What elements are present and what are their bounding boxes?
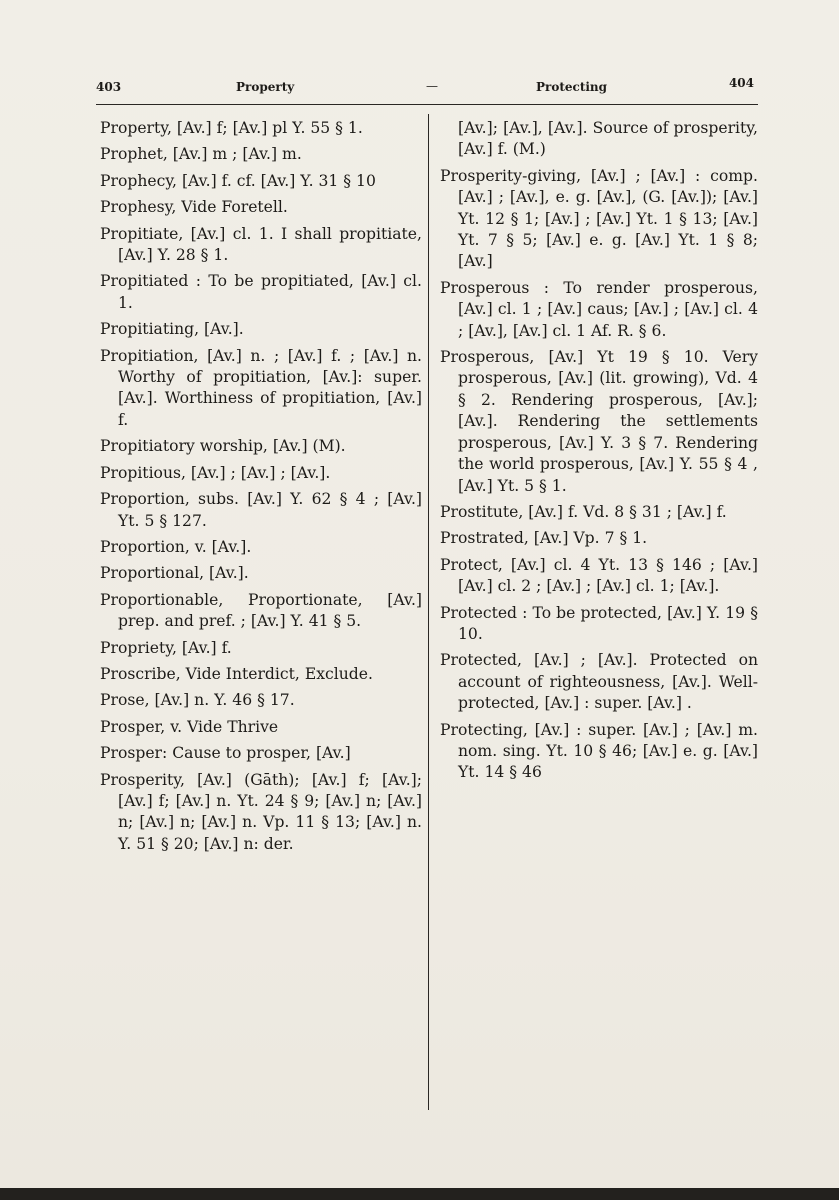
entry-propitiating: Propitiating, [Av.]. [100, 320, 244, 339]
entry-proportionable: Proportionable, Proportionate, [Av.] prep. and pref. ; [Av.] Y. 41 § 5. [100, 590, 422, 631]
entry-property: Property, [Av.] f; [Av.] pl Y. 55 § 1. [100, 119, 363, 137]
entry-prosperity-giving: Prosperity-giving, [Av.] ; [Av.] : comp. [Av.] ; [Av.], e. g. [Av.], (G. [Av.]); [Av.] Yt. 12 § 1; [Av.] ; [Av.] Yt. 1 § 13; [Av.] Yt. 7 § 5; [Av.] e. g. [Av.] Yt. 1 § 8; [Av.] [440, 166, 758, 271]
entry-propriety: Propriety, [Av.] f. [100, 638, 232, 657]
entry-proscribe: Proscribe, Vide Interdict, Exclude. [100, 664, 373, 683]
entry-proportion-subs: Proportion, subs. [Av.] Y. 62 § 4 ; [Av.] Yt. 5 § 127. [100, 490, 422, 530]
header-dash: — [426, 79, 438, 93]
entry-propitiation: Propitiation, [Av.] n. ; [Av.] f. ; [Av.] n. Worthy of propitiation, [Av.]: super. [Av.]. Worthiness of propitiation, [Av.] f. [100, 346, 422, 429]
entry-protect: Protect, [Av.] cl. 4 Yt. 13 § 146 ; [Av.] [Av.] cl. 2 ; [Av.] ; [Av.] cl. 1; [Av.]. [440, 555, 758, 596]
entry-prostitute: Prostitute, [Av.] f. Vd. 8 § 31 ; [Av.] f. [440, 502, 727, 521]
left-column [100, 118, 422, 860]
entry-proportional: Proportional, [Av.]. [100, 564, 249, 583]
right-column [440, 118, 758, 789]
entry-prosper-cause: Prosper: Cause to prosper, [Av.] [100, 744, 351, 763]
entry-prophecy: Prophecy, [Av.] f. cf. [Av.] Y. 31 § 10 [100, 171, 376, 190]
entry-propitious: Propitious, [Av.] ; [Av.] ; [Av.]. [100, 463, 331, 482]
entry-protecting: Protecting, [Av.] : super. [Av.] ; [Av.] m. nom. sing. Yt. 10 § 46; [Av.] e. g. [Av.] Yt. 14 § 46 [440, 720, 758, 782]
header-rule [96, 104, 758, 105]
entry-prophesy: Prophesy, Vide Foretell. [100, 198, 288, 217]
entry-protected: Protected, [Av.] ; [Av.]. Protected on account of righteousness, [Av.]. Well-protected, [Av.] : super. [Av.] . [440, 651, 758, 713]
entry-proportion-v: Proportion, v. [Av.]. [100, 537, 252, 556]
header-title-left: Property [236, 80, 295, 94]
entry-prophet: Prophet, [Av.] m ; [Av.] m. [100, 145, 302, 164]
entry-render-prosperous: Prosperous : To render prosperous, [Av.] cl. 1 ; [Av.] caus; [Av.] ; [Av.] cl. 4 ; [Av.], [Av.] cl. 1 Af. R. § 6. [440, 278, 758, 340]
entry-propitiated: Propitiated : To be propitiated, [Av.] cl. 1. [100, 272, 422, 312]
scan-bottom-edge [0, 1188, 839, 1200]
entry-prostrated: Prostrated, [Av.] Vp. 7 § 1. [440, 529, 648, 548]
entry-propitiatory-worship: Propitiatory worship, [Av.] (M). [100, 437, 346, 456]
page-number-right: 404 [728, 76, 754, 90]
entry-prosperity-continued: [Av.]; [Av.], [Av.]. Source of prosperity, [Av.] f. (M.) [458, 119, 758, 159]
entry-propitiate: Propitiate, [Av.] cl. 1. I shall propitiate, [Av.] Y. 28 § 1. [100, 224, 422, 265]
header-title-right: Protecting [536, 80, 608, 94]
entry-prosperity: Prosperity, [Av.] (Gāth); [Av.] f; [Av.]; [Av.] f; [Av.] n. Yt. 24 § 9; [Av.] n; [Av.] n; [Av.] n; [Av.] n. Vp. 11 § 13; [Av.] n. Y. 51 § 20; [Av.] n: der. [100, 770, 422, 853]
entry-prosper-v: Prosper, v. Vide Thrive [100, 717, 279, 736]
entry-prose: Prose, [Av.] n. Y. 46 § 17. [100, 691, 295, 710]
entry-prosperous: Prosperous, [Av.] Yt 19 § 10. Very prosperous, [Av.] (lit. growing), Vd. 4 § 2. Rendering prosperous, [Av.]; [Av.]. Rendering the settlements prosperous, [Av.] Y. 3 § 7. Rendering the world prosperous, [Av.] Y. 55 § 4 , [Av.] Yt. 5 § 1. [440, 348, 758, 495]
column-divider [428, 114, 429, 1110]
entry-to-be-protected: Protected : To be protected, [Av.] Y. 19 § 10. [440, 603, 758, 643]
running-header [96, 76, 754, 100]
page-number-left: 403 [96, 80, 122, 94]
